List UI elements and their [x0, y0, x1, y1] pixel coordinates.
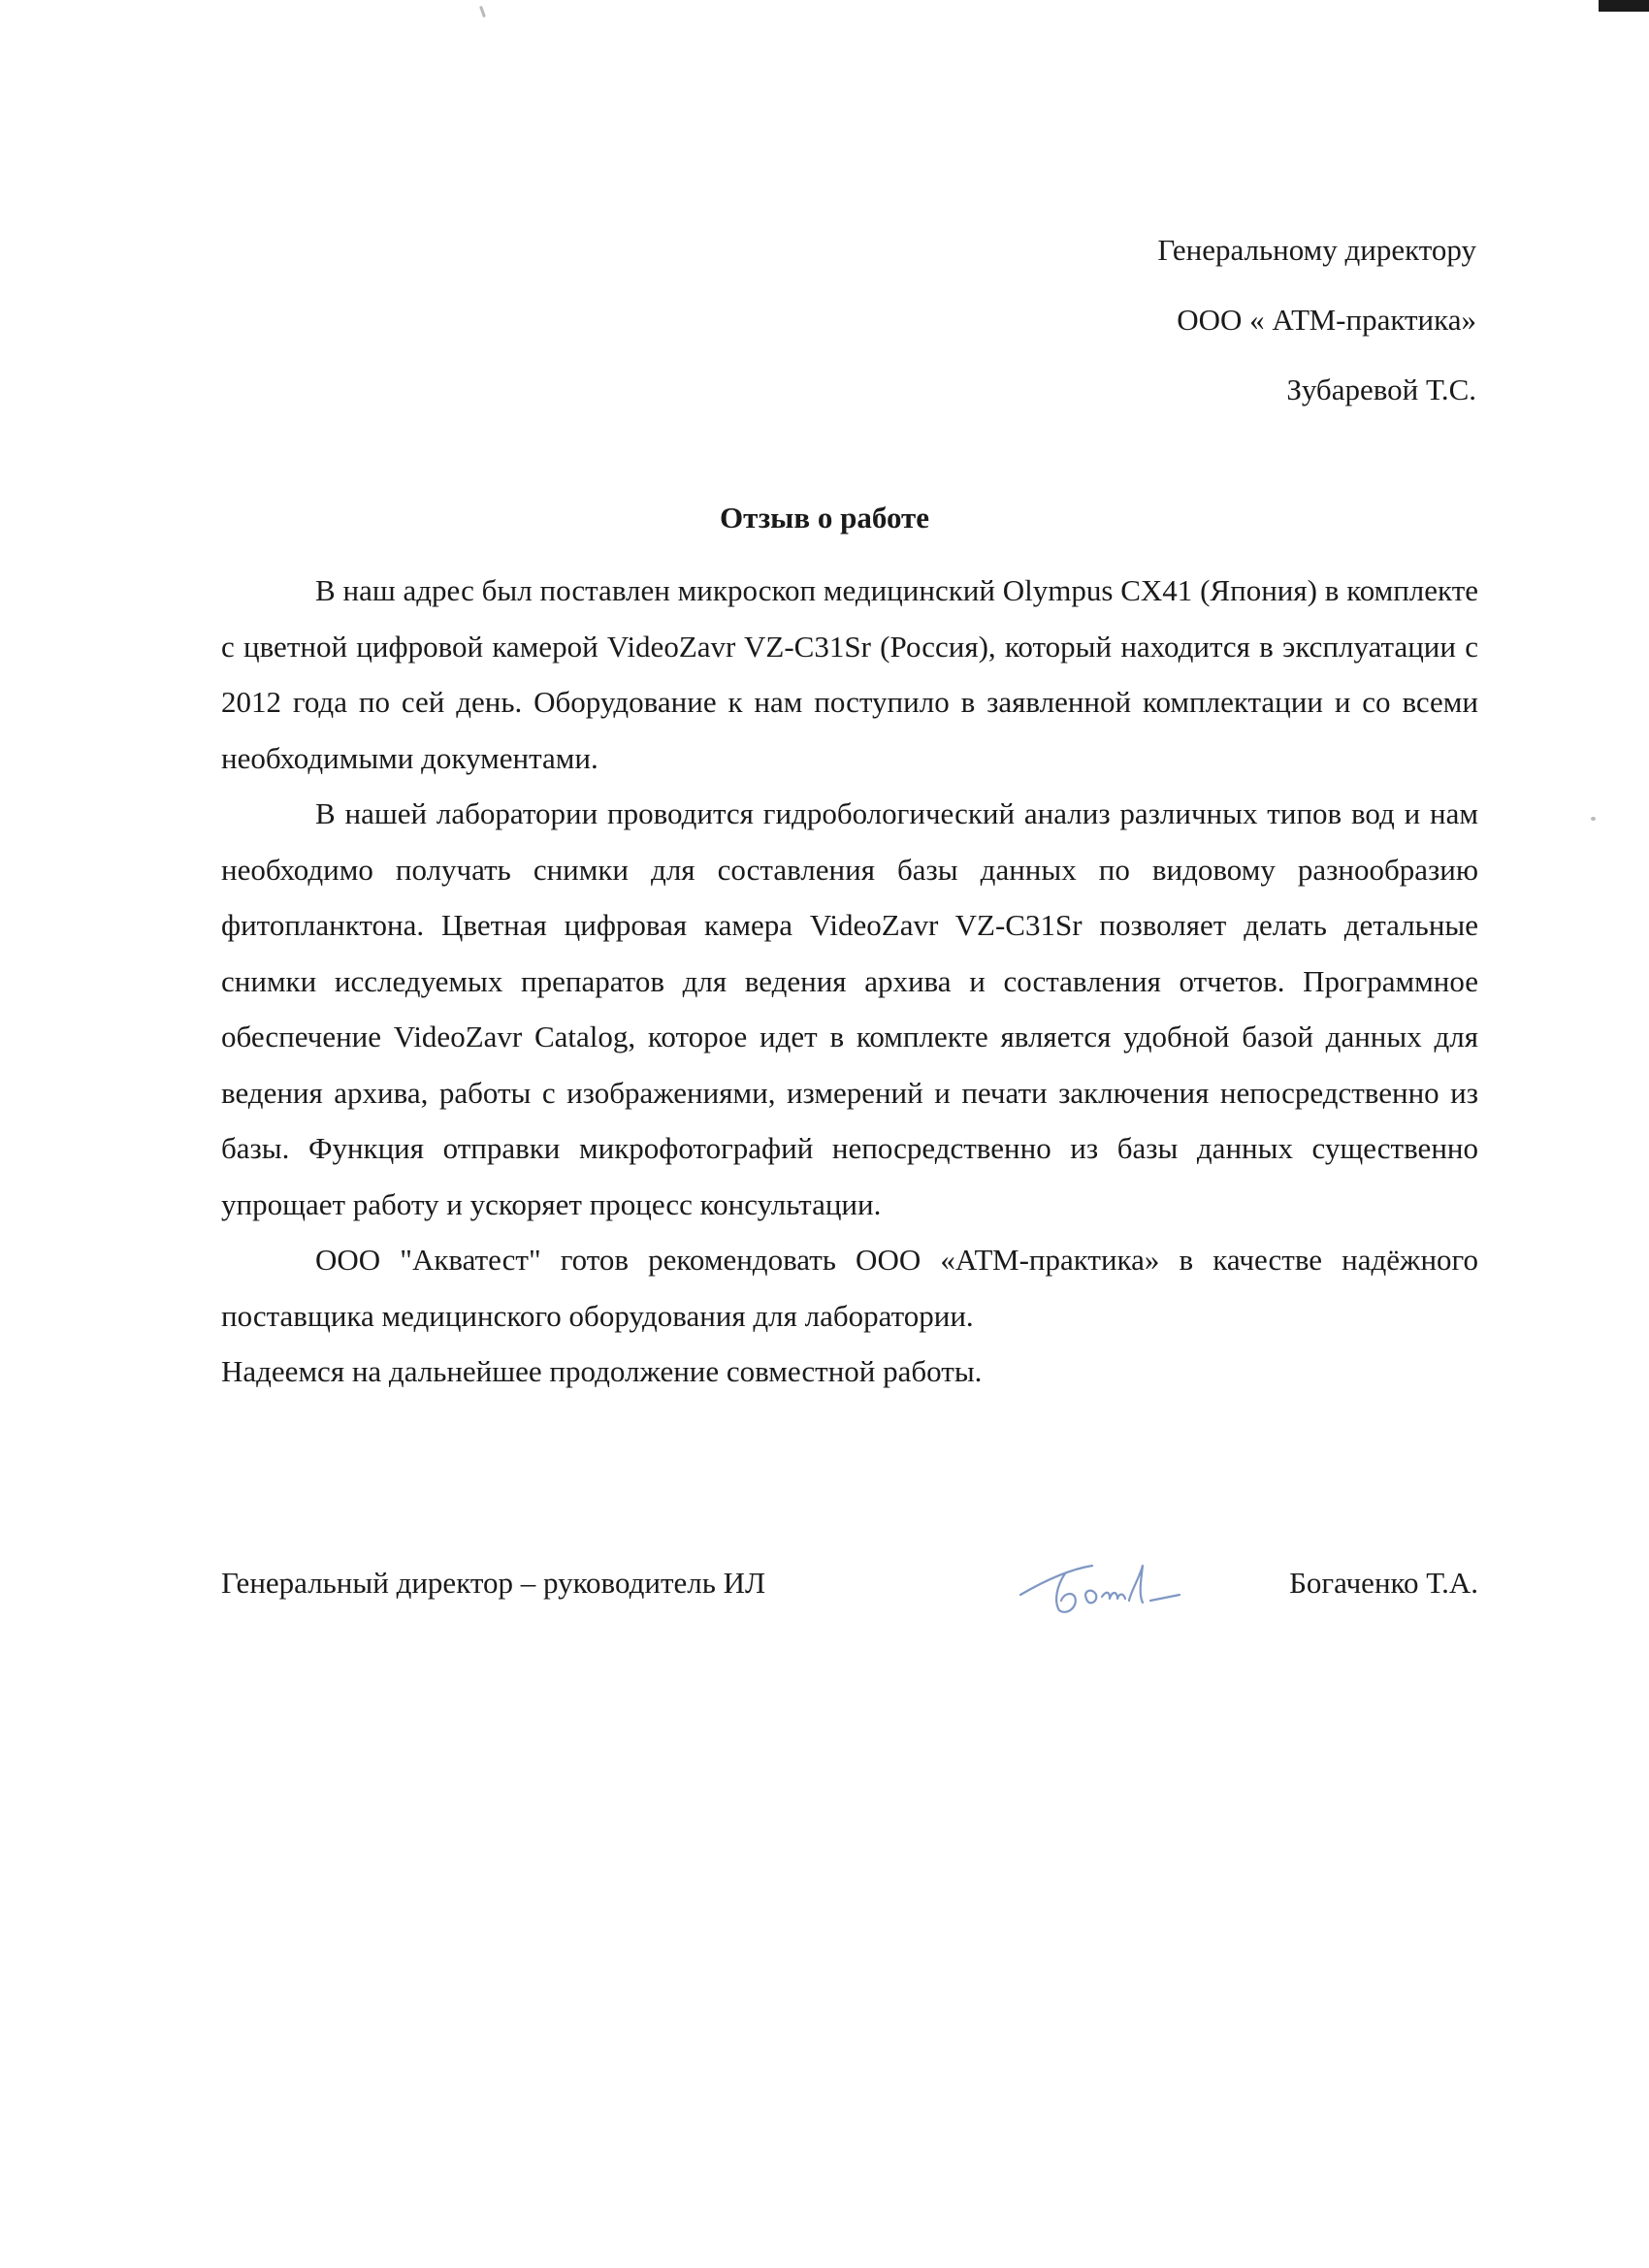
handwritten-signature: [1015, 1552, 1189, 1620]
signature-row: [221, 1552, 1478, 1620]
scan-speck: [479, 6, 486, 17]
paragraph-laboratory: В нашей лаборатории проводится гидробологический анализ различных типов вод и нам необходимо получать снимки для составления базы данных по видовому разнообразию фитопланктона. Цветная цифровая камера VideoZavr VZ-C31Sr позволяет делать детальные снимки исследуемых препаратов для ведения архива и составления отчетов. Программное обеспечение VideoZavr Catalog, которое идет в комплекте является удобной базой данных для ведения архива, работы с изображениями, измерений и печати заключения непосредственно из базы. Функция отправки микрофотографий непосредственно из базы данных существенно упрощает работу и ускоряет процесс консультации.: [221, 796, 1478, 1221]
addressee-name: Зубаревой Т.С.: [1286, 373, 1476, 406]
addressee-block: [1157, 215, 1476, 425]
paragraph-recommendation: ООО "Акватест" готов рекомендовать ООО «АТМ-практика» в качестве надёжного поставщика медицинского оборудования для лаборатории.: [221, 1243, 1478, 1333]
signatory-name: Богаченко Т.А.: [1289, 1566, 1478, 1600]
paragraph-closing: Надеемся на дальнейшее продолжение совместной работы.: [221, 1354, 983, 1388]
addressee-position: Генеральному директору: [1157, 233, 1476, 267]
addressee-company: ООО « АТМ-практика»: [1177, 303, 1476, 337]
scan-edge-mark: [1599, 0, 1649, 12]
letter-title: Отзыв о работе: [719, 501, 930, 535]
paragraph-equipment: В наш адрес был поставлен микроскоп медицинский Olympus CX41 (Япония) в комплекте с цветной цифровой камерой VideoZavr VZ-C31Sr (Россия), который находится в эксплуатации с 2012 года по сей день. Оборудование к нам поступило в заявленной комплектации и со всеми необходимыми документами.: [221, 573, 1478, 775]
scan-speck: [1591, 817, 1596, 821]
signatory-position: Генеральный директор – руководитель ИЛ: [221, 1566, 766, 1600]
letter-body: [221, 563, 1478, 1400]
